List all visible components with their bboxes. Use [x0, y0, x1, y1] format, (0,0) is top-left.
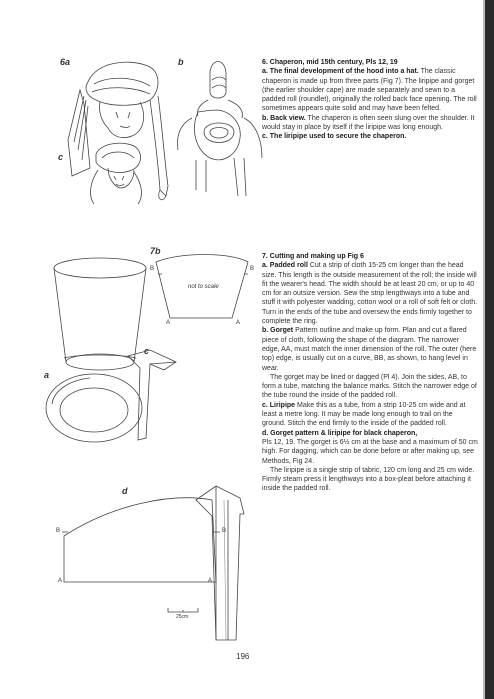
figure-label-7d: d: [122, 486, 128, 496]
section-7c-body: Make this as a tube, from a strip 10-25 cm wide and at least a metre long. It may be made long enough to trail on the ground. Stitch the end firmly to the inside of the padded roll.: [262, 401, 466, 428]
figure-label-6a: 6a: [60, 57, 71, 67]
section-7d-heading: d. Gorget pattern & liripipe for black chaperon,: [262, 429, 418, 437]
pattern-mark-b-left-d: B: [56, 528, 61, 534]
figure-label-6b: b: [178, 57, 184, 67]
figure-7d-liripipe-boxpleat: [196, 486, 244, 640]
pattern-mark-a-left-d: A: [58, 578, 63, 584]
section-7c-heading: c. Liripipe: [262, 401, 296, 409]
pattern-mark-a-right: A: [236, 320, 241, 326]
section-7a-body: Cut a strip of cloth 15-25 cm longer than the head size. This length is the outside measurement of the roll; the inside will fit the wearer's head. The width should be at least 20 cm, or up to 40 cm for an outsize version. Sew the strip lengthways into a tube and stuff it with polyester wadding, cotton wool or a roll of soft felt or cloth. Turn in the ends of the tube and oversew the ends firmly together to complete the ring.: [262, 262, 478, 326]
section-7a-heading: a. Padded roll: [262, 262, 308, 270]
not-to-scale-note: not to scale: [188, 284, 219, 290]
pattern-mark-b-right-d: B: [222, 528, 227, 534]
figure-label-7c: c: [144, 346, 150, 356]
section-7d-body: Pls 12, 19. The gorget is 6½ cm at the base and a maximum of 50 cm high. For dagging, which can be done before or after making up, see Methods, Fig 24.: [262, 438, 478, 465]
pattern-mark-b-left: B: [150, 266, 155, 272]
section-6-title: 6. Chaperon, mid 15th century, Pls 12, 19: [262, 59, 398, 66]
section-6b-heading: b. Back view.: [262, 114, 306, 122]
figure-6a-chaperon-front: [68, 62, 168, 200]
pattern-mark-a-left: A: [166, 320, 171, 326]
figure-6c-liripipe-secured: [91, 143, 142, 204]
figure-7d-gorget-pattern: [62, 498, 220, 582]
page-number: 196: [236, 652, 250, 661]
figure-7a-gorget-tube: [54, 258, 146, 370]
section-6a-body: The classic chaperon is made up from three parts (Fig 7). The liripipe and gorget (the earlier shoulder cape) are made separately and sewn to a padded roll (roundlet), originally the rolled back face opening. The roll sometimes appears quite solid and may have been felted.: [262, 68, 477, 113]
section-6a-heading: a. The final development of the hood into a hat.: [262, 68, 419, 76]
figure-6b-chaperon-back: [178, 62, 262, 197]
section-7b-heading: b. Gorget: [262, 327, 294, 335]
scale-bar: [168, 608, 198, 612]
figure-label-7a: a: [44, 370, 50, 380]
section-7b-body-2: The gorget may be lined or dagged (Pl 4). Join the sides, AB, to form a tube, matching the balance marks. Stitch the narrower edge of the tube round the inside of the padded roll.: [262, 373, 477, 400]
section-7b-body: Pattern outline and make up form. Plan and cut a flared piece of cloth, following the shape of the diagram. The narrower edge, AA, must match the inner dimension of the roll. The outer (here top) edge, is usually cut on a curve, BB, as shown, to hang level in wear.: [262, 327, 477, 372]
figure-7a-padded-roll: [46, 374, 142, 442]
section-7-title: 7. Cutting and making up Fig 6: [262, 253, 364, 260]
pattern-mark-b-right: B: [250, 266, 255, 272]
section-7d-body-2: The liripipe is a single strip of tabric, 120 cm long and 25 cm wide. Firmly steam press it lengthways into a box-pleat before attaching it inside the padded roll.: [262, 466, 475, 493]
section-6-text: [262, 58, 478, 142]
section-6b-body: The chaperon is often seen slung over the shoulder. It would stay in place by itself if the liripipe was long enough.: [262, 114, 475, 132]
figure-7c-liripipe-strip: [128, 350, 176, 440]
section-7-text: [262, 252, 478, 494]
figure-label-7b: 7b: [150, 246, 161, 256]
figure-label-6c: c: [58, 152, 64, 162]
pattern-mark-a-right-d: A: [208, 578, 213, 584]
scale-bar-label: 25cm: [176, 614, 189, 620]
section-6c-heading: c. The liripipe used to secure the chaperon.: [262, 133, 407, 141]
